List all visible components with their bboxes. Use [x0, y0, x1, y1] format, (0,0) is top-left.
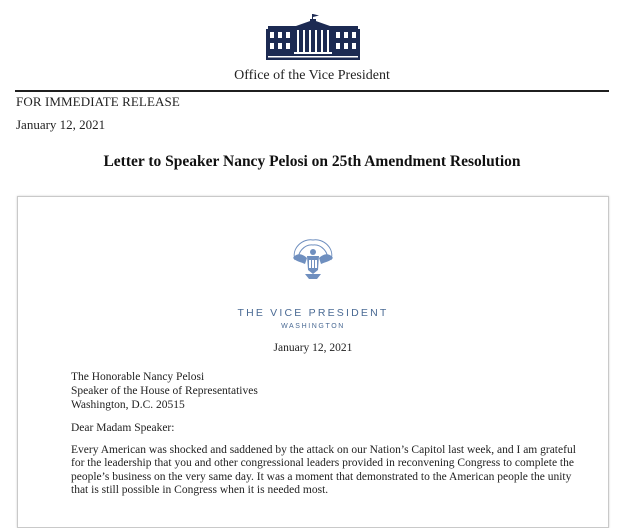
address-line: Washington, D.C. 20515	[71, 399, 185, 411]
address-line: The Honorable Nancy Pelosi	[71, 371, 205, 383]
address-line: Speaker of the House of Representatives	[71, 385, 258, 397]
letter-date: January 12, 2021	[273, 342, 353, 354]
letterhead-title: THE VICE PRESIDENT	[237, 307, 389, 319]
white-house-logo	[266, 14, 360, 60]
header-divider	[15, 90, 609, 92]
office-title: Office of the Vice President	[234, 68, 390, 83]
letter-body: Every American was shocked and saddened by the attack on our Nation’s Capitol last week, and I am grateful for the leadership that you and other congressional leaders provided in reconvening Congress to complete the people’s business on the very same day. It was a moment that demonstrated to the American people the unity that is still possible in Congress when it is needed most.	[71, 444, 576, 496]
release-date: January 12, 2021	[16, 117, 106, 132]
letter-salutation: Dear Madam Speaker:	[71, 422, 175, 434]
page-title: Letter to Speaker Nancy Pelosi on 25th Amendment Resolution	[103, 153, 521, 170]
release-label: FOR IMMEDIATE RELEASE	[16, 94, 180, 109]
letterhead-subtitle: WASHINGTON	[281, 323, 345, 330]
letter-image	[17, 196, 609, 528]
vice-president-seal-icon	[287, 234, 339, 286]
